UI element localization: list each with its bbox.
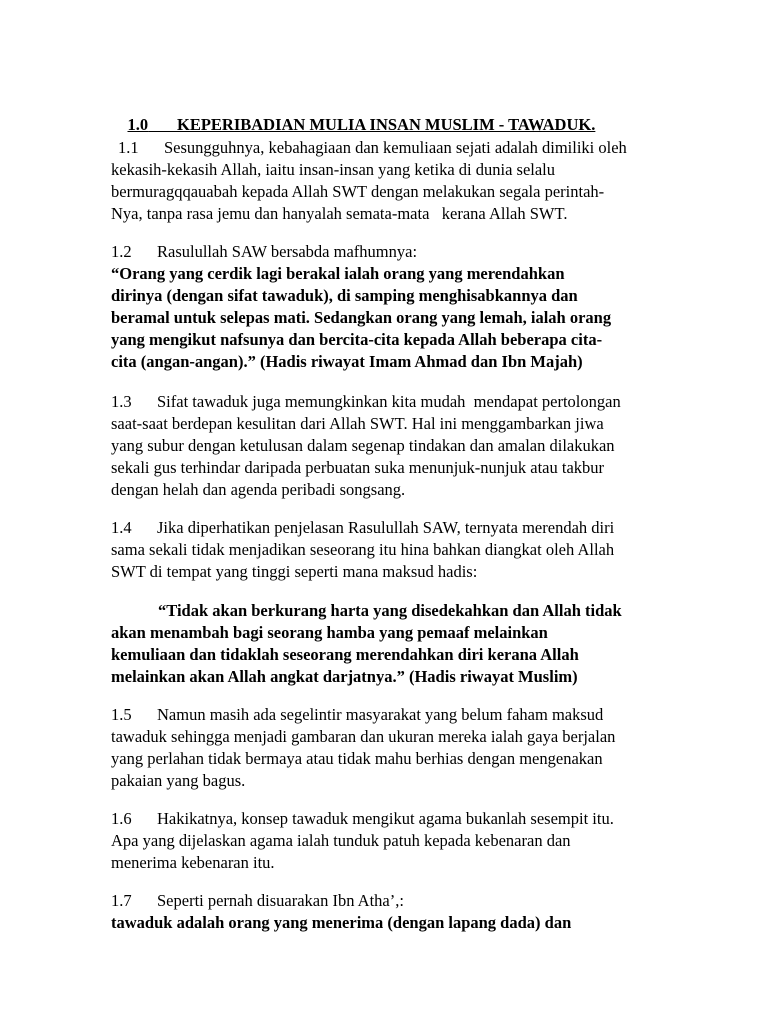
section-1-4-line-1 [111, 518, 614, 539]
section-1-2-quote-line-4: yang mengikut nafsunya dan bercita-cita kepada Allah beberapa cita- [111, 330, 603, 349]
section-number: 1.6 [111, 809, 132, 828]
section-1-1-line-1 [118, 138, 627, 159]
section-1-3-line-4: sekali gus terhindar daripada perbuatan suka menunjuk-nunjuk atau takbur [111, 458, 605, 477]
section-1-4-line-3: SWT di tempat yang tinggi seperti mana maksud hadis: [111, 562, 478, 581]
section-1-4-quote-line-1: “Tidak akan berkurang harta yang disedekahkan dan Allah tidak [158, 601, 622, 620]
section-1-3-line-1 [111, 392, 621, 413]
section-1-2-quote-line-1: “Orang yang cerdik lagi berakal ialah orang yang merendahkan [111, 264, 565, 283]
section-1-2-quote-line-3: beramal untuk selepas mati. Sedangkan orang yang lemah, ialah orang [111, 308, 612, 327]
section-1-7-quote-line-1: tawaduk adalah orang yang menerima (dengan lapang dada) dan [111, 913, 572, 932]
section-1-4-quote-line-2: akan menambah bagi seorang hamba yang pemaaf melainkan [111, 623, 548, 642]
section-1-5-line-1 [111, 705, 603, 726]
section-1-3-line-5: dengan helah dan agenda peribadi songsang. [111, 480, 406, 499]
paragraph-text: Hakikatnya, konsep tawaduk mengikut agama bukanlah sesempit itu. [157, 809, 614, 828]
section-number: 1.3 [111, 392, 132, 411]
section-number: 1.2 [111, 242, 132, 261]
section-number: 1.5 [111, 705, 132, 724]
document-heading [111, 95, 596, 134]
section-1-6-line-2: Apa yang dijelaskan agama ialah tunduk patuh kepada kebenaran dan [111, 831, 571, 850]
section-1-7-intro [111, 891, 404, 912]
section-1-4-quote-line-3: kemuliaan dan tidaklah seseorang merendahkan diri kerana Allah [111, 645, 579, 664]
section-1-1-line-2: kekasih-kekasih Allah, iaitu insan-insan yang ketika di dunia selalu [111, 160, 556, 179]
section-number: 1.7 [111, 891, 132, 910]
section-1-5-line-2: tawaduk sehingga menjadi gambaran dan ukuran mereka ialah gaya berjalan [111, 727, 616, 746]
section-1-1-line-3: bermuragqqauabah kepada Allah SWT dengan melakukan segala perintah- [111, 182, 605, 201]
section-1-4-quote-line-4: melainkan akan Allah angkat darjatnya.” (Hadis riwayat Muslim) [111, 667, 578, 686]
section-number: 1.1 [118, 138, 139, 157]
section-1-5-line-3: yang perlahan tidak bermaya atau tidak mahu berhias dengan mengenakan [111, 749, 603, 768]
section-1-6-line-1 [111, 809, 614, 830]
section-1-5-line-4: pakaian yang bagus. [111, 771, 246, 790]
paragraph-text: Rasulullah SAW bersabda mafhumnya: [157, 242, 418, 261]
section-1-2-quote-line-5: cita (angan-angan).” (Hadis riwayat Imam Ahmad dan Ibn Majah) [111, 352, 583, 371]
section-1-3-line-2: saat-saat berdepan kesulitan dari Allah SWT. Hal ini menggambarkan jiwa [111, 414, 604, 433]
paragraph-text: Seperti pernah disuarakan Ibn Atha’,: [157, 891, 404, 910]
paragraph-text: Sifat tawaduk juga memungkinkan kita mudah mendapat pertolongan [157, 392, 621, 411]
section-1-2-quote-line-2: dirinya (dengan sifat tawaduk), di samping menghisabkannya dan [111, 286, 578, 305]
section-1-2-intro [111, 242, 417, 263]
heading-number: 1.0 [127, 115, 149, 134]
paragraph-text: Jika diperhatikan penjelasan Rasulullah SAW, ternyata merendah diri [157, 518, 615, 537]
section-1-6-line-3: menerima kebenaran itu. [111, 853, 275, 872]
section-1-3-line-3: yang subur dengan ketulusan dalam segenap tindakan dan amalan dilakukan [111, 436, 615, 455]
section-number: 1.4 [111, 518, 132, 537]
section-1-1-line-4: Nya, tanpa rasa jemu dan hanyalah semata-mata kerana Allah SWT. [111, 204, 568, 223]
section-1-4-line-2: sama sekali tidak menjadikan seseorang itu hina bahkan diangkat oleh Allah [111, 540, 615, 559]
paragraph-text: Sesungguhnya, kebahagiaan dan kemuliaan sejati adalah dimiliki oleh [164, 138, 627, 157]
heading-title: KEPERIBADIAN MULIA INSAN MUSLIM - TAWADUK. [177, 115, 596, 134]
paragraph-text: Namun masih ada segelintir masyarakat yang belum faham maksud [157, 705, 604, 724]
